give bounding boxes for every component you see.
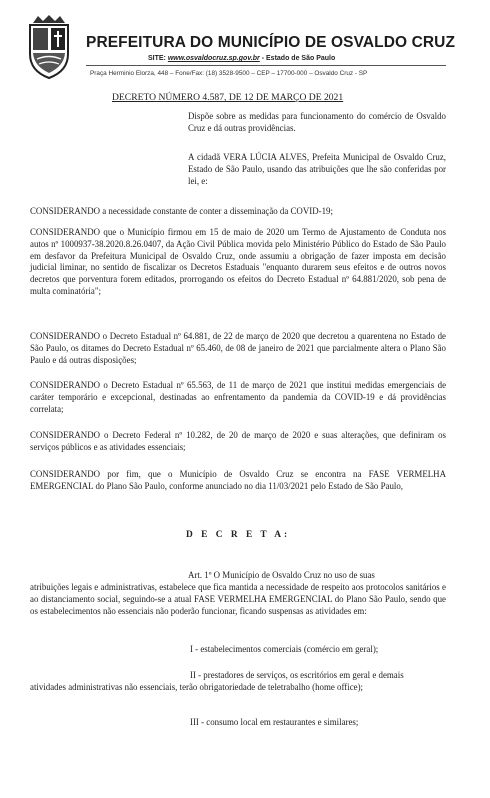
considerando-keyword: CONSIDERANDO [30,331,101,341]
decreta-heading: D E C R E T A: [186,530,291,540]
decree-title: DECRETO NÚMERO 4.587, DE 12 DE MARÇO DE 2021 [112,92,344,103]
considerando-paragraph [30,206,446,218]
item-ii-body: atividades administrativas não essenciais, terão obrigatoriedade de teletrabalho (home office); [30,682,364,692]
considerando-keyword: CONSIDERANDO [30,227,101,237]
considerando-keyword: CONSIDERANDO [30,380,101,390]
considerando-paragraph [30,227,446,298]
coat-of-arms-icon [26,14,72,80]
site-label: SITE: [148,55,166,62]
ementa: Dispõe sobre as medidas para funcionamento do comércio de Osvaldo Cruz e dá outras providências. [188,111,446,133]
preamble: A cidadã VERA LÚCIA ALVES, Prefeita Municipal de Osvaldo Cruz, Estado de São Paulo, usando das atribuições que lhe são conferidas por lei, e: [188,152,446,186]
considerando-text: o Decreto Federal nº 10.282, de 20 de março de 2020 e suas alterações, que definiram os serviços públicos e as atividades essenciais; [30,430,447,452]
considerando-paragraph [30,380,446,415]
considerando-paragraph [30,331,446,366]
considerando-text: o Decreto Estadual nº 64.881, de 22 de março de 2020 que decretou a quarentena no Estado de São Paulo, os ditames do Decreto Estadual nº 65.460, de 08 de janeiro de 2021 que parcialmente altera o Plano São Paulo e dá outras disposições; [30,331,446,365]
item-i: I - estabelecimentos comerciais (comércio em geral); [190,644,379,654]
site-line [148,55,335,62]
article-1-first-line: Art. 1º O Município de Osvaldo Cruz no uso de suas [188,570,375,580]
item-iii: III - consumo local em restaurantes e similares; [190,717,359,727]
considerando-keyword: CONSIDERANDO [30,206,101,216]
considerando-text: que o Município firmou em 15 de maio de 2020 um Termo de Ajustamento de Conduta nos autos nº 1000937-38.2020.8.26.0407, da Ação Civil Pública movida pelo Ministério Público do Estado de São Paulo em desfavor da Prefeitura Municipal de Osvaldo Cruz, onde assumiu a obrigação de fazer imposta em decisão judicial liminar, no sentido de fiscalizar os Decretos Estaduais "enquanto durarem seus efeitos e de outros novos decretos que porventura forem editados, prorrogando os efeitos do Decreto Estadual nº 64.881/2020, sob pena de multa cominatória"; [30,227,446,296]
considerando-paragraph [30,430,446,454]
considerando-keyword: CONSIDERANDO [30,430,101,440]
item-ii-first-line: II - prestadores de serviços, os escritórios em geral e demais [190,670,404,680]
site-url-link[interactable]: www.osvaldocruz.sp.gov.br [167,55,260,62]
municipality-title: PREFEITURA DO MUNICÍPIO DE OSVALDO CRUZ [86,34,456,51]
considerando-keyword: CONSIDERANDO [30,469,101,479]
considerando-paragraph [30,469,446,493]
header-address: Praça Herminio Elorza, 448 – Fone/Fax: (18) 3528-9500 – CEP – 17700-000 – Osvaldo Cruz - SP [90,70,368,77]
site-state: - Estado de São Paulo [261,55,336,62]
considerando-text: por fim, que o Município de Osvaldo Cruz se encontra na FASE VERMELHA EMERGENCIAL do Plano São Paulo, conforme anunciado no dia 11/03/2021 pelo Estado de São Paulo, [30,469,446,491]
article-1-body: atribuições legais e administrativas, estabelece que fica mantida a necessidade de respeito aos protocolos sanitários e ao distanciamento social, seguindo-se a atual FASE VERMELHA EMERGENCIAL do Plano São Paulo, sendo que os estabelecimentos não essenciais não poderão funcionar, ficando suspensas as atividades em: [30,582,446,616]
considerando-text: a necessidade constante de conter a disseminação da COVID-19; [102,206,333,216]
header-divider [86,65,446,66]
considerando-text: o Decreto Estadual nº 65.563, de 11 de março de 2021 que institui medidas emergenciais de caráter temporário e excepcional, destinadas ao enfrentamento da pandemia da COVID-19 e dá providências correlata; [30,380,447,414]
